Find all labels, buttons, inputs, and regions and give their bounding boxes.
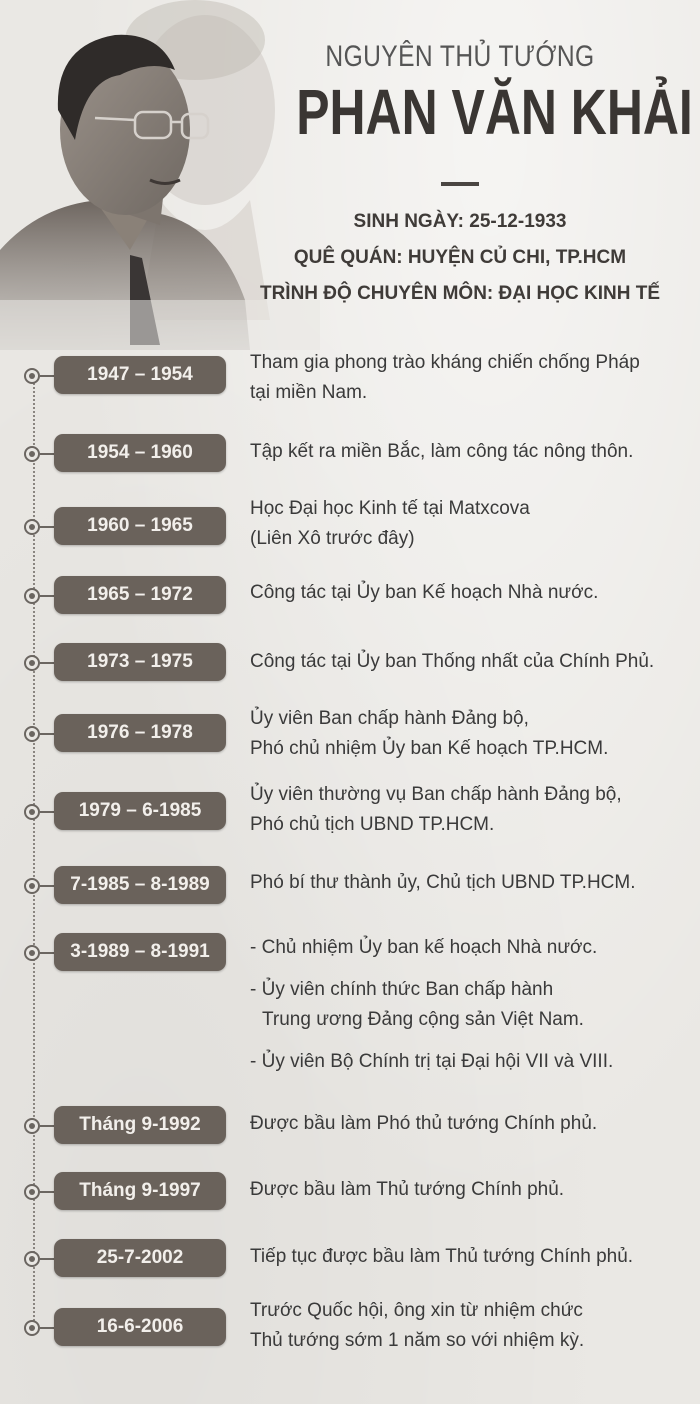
bullet-line: - Ủy viên Bộ Chính trị tại Đại hội VII và VIII. bbox=[250, 1051, 614, 1072]
timeline-connector bbox=[40, 1327, 54, 1329]
bullet-line: - Ủy viên chính thức Ban chấp hành bbox=[250, 979, 554, 1000]
period-badge: 1973 – 1975 bbox=[54, 643, 226, 681]
timeline-connector bbox=[40, 952, 54, 954]
entry-description bbox=[250, 647, 696, 677]
description-line: Ủy viên Ban chấp hành Đảng bộ, bbox=[250, 708, 529, 729]
entry-description bbox=[250, 780, 696, 840]
timeline-dot-icon bbox=[24, 446, 40, 462]
timeline-connector bbox=[40, 662, 54, 664]
timeline-dot-icon bbox=[24, 655, 40, 671]
description-line: Học Đại học Kinh tế tại Matxcova bbox=[250, 498, 530, 519]
header bbox=[250, 40, 693, 312]
timeline-dot-icon bbox=[24, 588, 40, 604]
description-line: Được bầu làm Thủ tướng Chính phủ. bbox=[250, 1179, 565, 1200]
title-divider bbox=[441, 182, 479, 186]
timeline-connector bbox=[40, 811, 54, 813]
timeline-dot-icon bbox=[24, 1118, 40, 1134]
description-line: Tiếp tục được bầu làm Thủ tướng Chính phủ. bbox=[250, 1246, 634, 1267]
period-badge: 1979 – 6-1985 bbox=[54, 792, 226, 830]
timeline-dot-icon bbox=[24, 1320, 40, 1336]
timeline-dot-icon bbox=[24, 878, 40, 894]
period-badge: 3-1989 – 8-1991 bbox=[54, 933, 226, 971]
entry-description bbox=[250, 578, 696, 608]
description-line: tại miền Nam. bbox=[250, 382, 368, 403]
timeline-connector bbox=[40, 595, 54, 597]
timeline-dot-icon bbox=[24, 1251, 40, 1267]
timeline-connector bbox=[40, 1125, 54, 1127]
period-badge: Tháng 9-1992 bbox=[54, 1106, 226, 1144]
description-line: Tập kết ra miền Bắc, làm công tác nông thôn. bbox=[250, 441, 634, 462]
timeline-dot-icon bbox=[24, 804, 40, 820]
period-badge: 1965 – 1972 bbox=[54, 576, 226, 614]
bullet-line: - Chủ nhiệm Ủy ban kế hoạch Nhà nước. bbox=[250, 937, 598, 958]
period-badge: 1960 – 1965 bbox=[54, 507, 226, 545]
description-line: Được bầu làm Phó thủ tướng Chính phủ. bbox=[250, 1113, 598, 1134]
timeline-connector bbox=[40, 1258, 54, 1260]
entry-description bbox=[250, 933, 696, 1077]
bullet-line: Trung ương Đảng cộng sản Việt Nam. bbox=[262, 1009, 584, 1030]
entry-description bbox=[250, 704, 696, 764]
description-line: Phó chủ nhiệm Ủy ban Kế hoạch TP.HCM. bbox=[250, 738, 609, 759]
education-info: TRÌNH ĐỘ CHUYÊN MÔN: ĐẠI HỌC KINH TẾ bbox=[259, 283, 661, 304]
timeline-dot-icon bbox=[24, 519, 40, 535]
description-line: Công tác tại Ủy ban Kế hoạch Nhà nước. bbox=[250, 582, 599, 603]
subtitle: NGUYÊN THỦ TƯỚNG bbox=[325, 40, 595, 73]
entry-description bbox=[250, 348, 696, 408]
timeline-dot-icon bbox=[24, 1184, 40, 1200]
page-title: PHAN VĂN KHẢI bbox=[296, 76, 693, 148]
period-badge: Tháng 9-1997 bbox=[54, 1172, 226, 1210]
birth-info: SINH NGÀY: 25-12-1933 bbox=[353, 211, 567, 232]
description-line: (Liên Xô trước đây) bbox=[250, 528, 415, 549]
entry-description bbox=[250, 494, 696, 554]
hometown-info: QUÊ QUÁN: HUYỆN CỦ CHI, TP.HCM bbox=[293, 247, 627, 268]
timeline-connector bbox=[40, 526, 54, 528]
description-line: Công tác tại Ủy ban Thống nhất của Chính Phủ. bbox=[250, 651, 655, 672]
timeline-dot-icon bbox=[24, 368, 40, 384]
timeline-connector bbox=[40, 885, 54, 887]
timeline-connector bbox=[40, 453, 54, 455]
period-badge: 7-1985 – 8-1989 bbox=[54, 866, 226, 904]
timeline-dot-icon bbox=[24, 945, 40, 961]
timeline-connector bbox=[40, 733, 54, 735]
period-badge: 1976 – 1978 bbox=[54, 714, 226, 752]
description-line: Tham gia phong trào kháng chiến chống Pháp bbox=[250, 352, 640, 373]
entry-description bbox=[250, 1175, 696, 1205]
entry-description bbox=[250, 1109, 696, 1139]
entry-description bbox=[250, 1242, 696, 1272]
timeline-dot-icon bbox=[24, 726, 40, 742]
description-line: Thủ tướng sớm 1 năm so với nhiệm kỳ. bbox=[250, 1330, 585, 1351]
description-line: Ủy viên thường vụ Ban chấp hành Đảng bộ, bbox=[250, 784, 622, 805]
description-line: Phó bí thư thành ủy, Chủ tịch UBND TP.HCM. bbox=[250, 872, 636, 893]
entry-description bbox=[250, 1296, 696, 1356]
period-badge: 16-6-2006 bbox=[54, 1308, 226, 1346]
description-line: Trước Quốc hội, ông xin từ nhiệm chức bbox=[250, 1300, 583, 1321]
period-badge: 1947 – 1954 bbox=[54, 356, 226, 394]
entry-description bbox=[250, 868, 696, 898]
timeline-connector bbox=[40, 1191, 54, 1193]
entry-description bbox=[250, 437, 696, 467]
period-badge: 1954 – 1960 bbox=[54, 434, 226, 472]
description-line: Phó chủ tịch UBND TP.HCM. bbox=[250, 814, 495, 835]
timeline-connector bbox=[40, 375, 54, 377]
period-badge: 25-7-2002 bbox=[54, 1239, 226, 1277]
